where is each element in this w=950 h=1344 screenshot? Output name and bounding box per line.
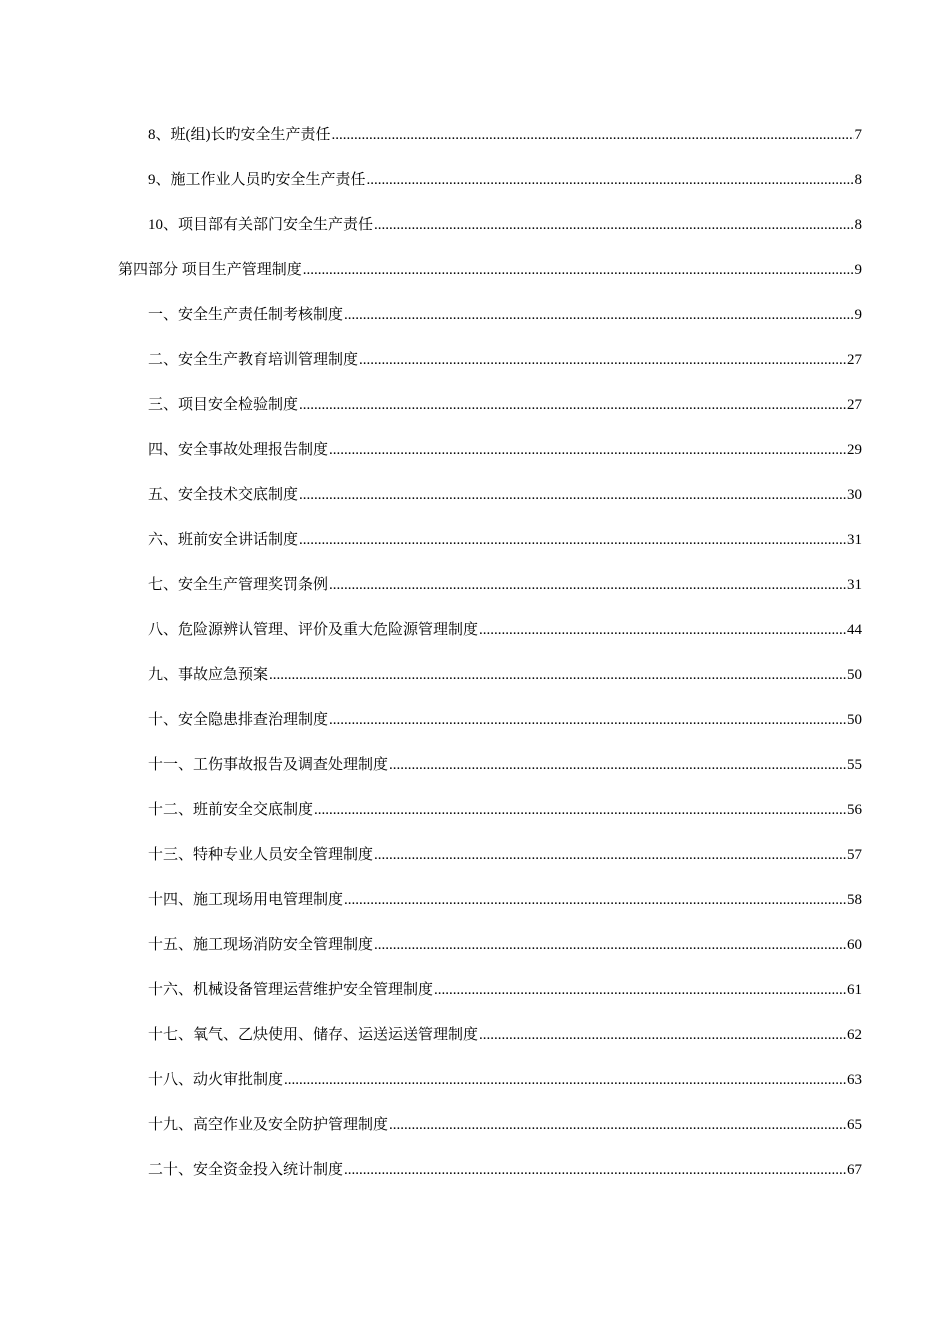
toc-entry-title: 二、安全生产教育培训管理制度: [148, 352, 359, 368]
toc-entry[interactable]: [0, 799, 950, 844]
toc-entry-page: 27: [847, 352, 862, 368]
toc-dot-leader: [367, 169, 854, 191]
toc-entry-title: 十九、高空作业及安全防护管理制度: [148, 1117, 389, 1133]
toc-dot-leader: [344, 1159, 846, 1181]
toc-entry-page: 8: [854, 217, 862, 233]
toc-entry-title: 8、班(组)长旳安全生产责任: [148, 127, 331, 143]
toc-entry[interactable]: [0, 214, 950, 259]
toc-entry-title: 三、项目安全检验制度: [148, 397, 299, 413]
toc-entry-title: 9、施工作业人员旳安全生产责任: [148, 172, 366, 188]
toc-dot-leader: [359, 349, 846, 371]
toc-entry[interactable]: [0, 169, 950, 214]
toc-dot-leader: [269, 664, 846, 686]
toc-entry[interactable]: [0, 1069, 950, 1114]
toc-entry[interactable]: [0, 979, 950, 1024]
toc-entry-title: 十六、机械设备管理运营维护安全管理制度: [148, 982, 434, 998]
toc-entry-title: 八、危险源辨认管理、评价及重大危险源管理制度: [148, 622, 479, 638]
toc-entry-page: 7: [854, 127, 862, 143]
toc-dot-leader: [314, 799, 846, 821]
toc-dot-leader: [344, 889, 846, 911]
toc-entry[interactable]: [0, 439, 950, 484]
toc-section-heading[interactable]: [0, 259, 950, 304]
toc-entry-page: 63: [847, 1072, 862, 1088]
toc-entry-page: 27: [847, 397, 862, 413]
toc-dot-leader: [332, 124, 854, 146]
toc-entry[interactable]: [0, 664, 950, 709]
toc-dot-leader: [284, 1069, 846, 1091]
toc-dot-leader: [479, 619, 846, 641]
toc-entry[interactable]: [0, 844, 950, 889]
toc-entry-page: 9: [854, 307, 862, 323]
toc-entry[interactable]: [0, 304, 950, 349]
toc-entry[interactable]: [0, 124, 950, 169]
toc-entry-page: 8: [854, 172, 862, 188]
toc-entry-title: 一、安全生产责任制考核制度: [148, 307, 344, 323]
toc-entry-page: 61: [847, 982, 862, 998]
toc-entry-page: 50: [847, 712, 862, 728]
toc-entry-title: 十八、动火审批制度: [148, 1072, 284, 1088]
toc-dot-leader: [374, 934, 846, 956]
toc-entry-title: 七、安全生产管理奖罚条例: [148, 577, 329, 593]
toc-entry-page: 57: [847, 847, 862, 863]
toc-entry-title: 二十、安全资金投入统计制度: [148, 1162, 344, 1178]
toc-entry-title: 十七、氧气、乙炔使用、储存、运送运送管理制度: [148, 1027, 479, 1043]
toc-entry[interactable]: [0, 574, 950, 619]
toc-entry-title: 九、事故应急预案: [148, 667, 269, 683]
toc-dot-leader: [434, 979, 846, 1001]
toc-entry-page: 44: [847, 622, 862, 638]
toc-entry-title: 10、项目部有关部门安全生产责任: [148, 217, 374, 233]
toc-entry[interactable]: [0, 484, 950, 529]
toc-entry-page: 29: [847, 442, 862, 458]
toc-dot-leader: [389, 754, 846, 776]
toc-dot-leader: [329, 439, 846, 461]
toc-dot-leader: [479, 1024, 846, 1046]
toc-entry-page: 58: [847, 892, 862, 908]
toc-dot-leader: [329, 709, 846, 731]
table-of-contents: [0, 124, 950, 1204]
toc-entry-title: 四、安全事故处理报告制度: [148, 442, 329, 458]
toc-entry[interactable]: [0, 394, 950, 439]
toc-dot-leader: [299, 394, 846, 416]
toc-dot-leader: [299, 529, 846, 551]
toc-entry-page: 67: [847, 1162, 862, 1178]
toc-entry-title: 十四、施工现场用电管理制度: [148, 892, 344, 908]
toc-entry-page: 31: [847, 532, 862, 548]
toc-entry-title: 十五、施工现场消防安全管理制度: [148, 937, 374, 953]
toc-entry-title: 十、安全隐患排查治理制度: [148, 712, 329, 728]
toc-entry-title: 五、安全技术交底制度: [148, 487, 299, 503]
toc-dot-leader: [389, 1114, 846, 1136]
toc-entry-page: 62: [847, 1027, 862, 1043]
toc-entry-title: 十三、特种专业人员安全管理制度: [148, 847, 374, 863]
toc-entry-page: 56: [847, 802, 862, 818]
toc-entry-title: 六、班前安全讲话制度: [148, 532, 299, 548]
toc-entry[interactable]: [0, 529, 950, 574]
toc-entry[interactable]: [0, 889, 950, 934]
toc-entry[interactable]: [0, 934, 950, 979]
toc-entry[interactable]: [0, 1114, 950, 1159]
toc-entry-page: 60: [847, 937, 862, 953]
toc-entry[interactable]: [0, 709, 950, 754]
toc-entry[interactable]: [0, 754, 950, 799]
toc-entry-page: 31: [847, 577, 862, 593]
toc-entry-page: 50: [847, 667, 862, 683]
toc-dot-leader: [344, 304, 853, 326]
toc-entry[interactable]: [0, 1159, 950, 1204]
toc-entry[interactable]: [0, 349, 950, 394]
toc-entry[interactable]: [0, 1024, 950, 1069]
toc-dot-leader: [374, 214, 853, 236]
toc-entry-page: 65: [847, 1117, 862, 1133]
toc-dot-leader: [374, 844, 846, 866]
toc-entry-page: 9: [854, 262, 862, 278]
toc-dot-leader: [303, 259, 854, 281]
toc-entry-title: 第四部分 项目生产管理制度: [118, 262, 302, 278]
toc-entry-title: 十二、班前安全交底制度: [148, 802, 314, 818]
toc-entry-title: 十一、工伤事故报告及调查处理制度: [148, 757, 389, 773]
toc-dot-leader: [329, 574, 846, 596]
toc-dot-leader: [299, 484, 846, 506]
toc-entry[interactable]: [0, 619, 950, 664]
toc-entry-page: 55: [847, 757, 862, 773]
toc-entry-page: 30: [847, 487, 862, 503]
